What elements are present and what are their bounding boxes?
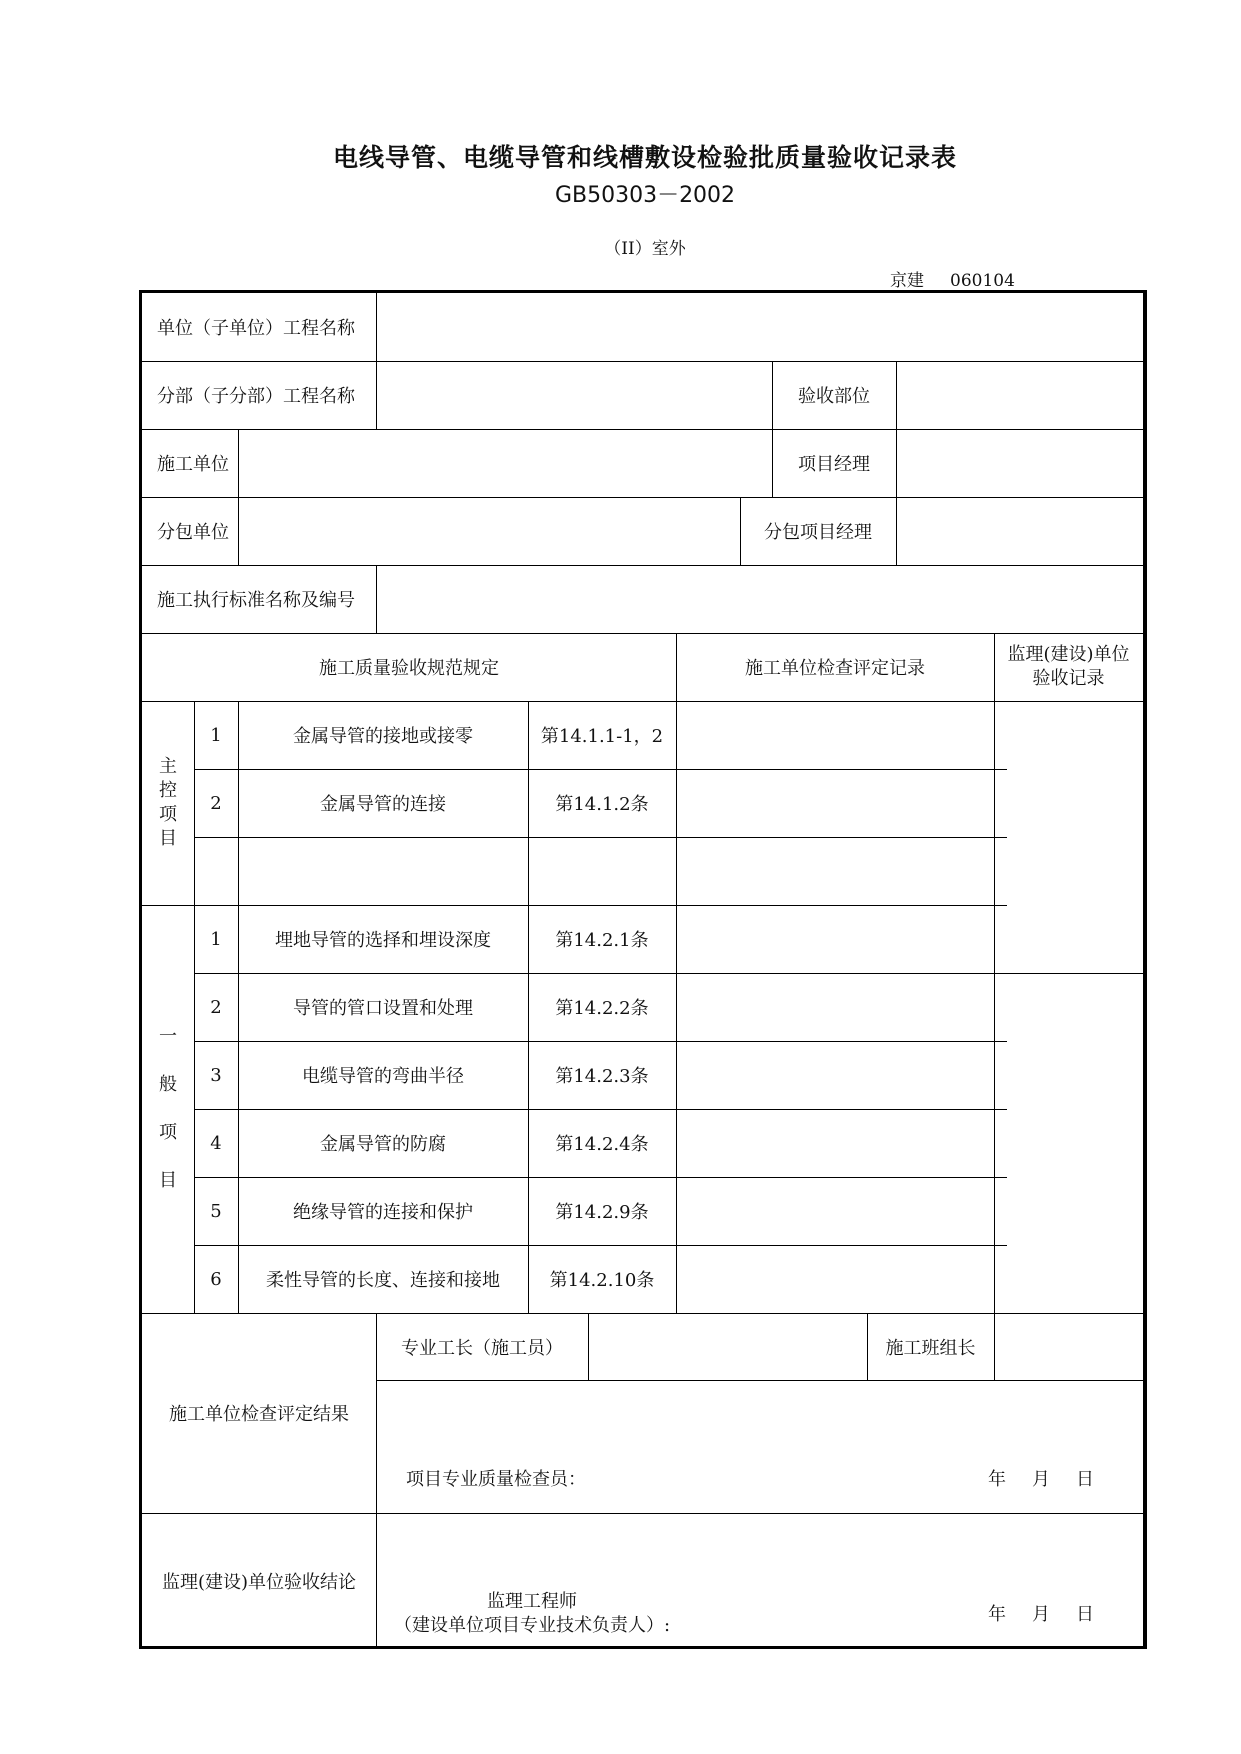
- main-item-check-record[interactable]: [676, 769, 994, 837]
- form-title: 电线导管、电缆导管和线槽敷设检验批质量验收记录表: [332, 143, 957, 172]
- general-item-clause: 第14.2.10条: [549, 1270, 655, 1291]
- sub-project-name-label: 分部（子分部）工程名称: [157, 386, 355, 407]
- general-item-clause: 第14.2.1条: [555, 930, 649, 951]
- code-number: 060104: [950, 271, 1015, 291]
- check-record-header: 施工单位检查评定记录: [745, 658, 925, 679]
- acceptance-part-label: 验收部位: [798, 386, 870, 407]
- supervision-result-date: 年 月 日: [988, 1604, 1094, 1625]
- general-item-number: 4: [210, 1132, 222, 1154]
- foreman-label: 专业工长（施工员）: [401, 1337, 563, 1359]
- inspector-label: 项目专业质量检查员：: [406, 1469, 586, 1490]
- general-item-number: 1: [210, 928, 222, 950]
- main-item-check-record[interactable]: [676, 837, 994, 905]
- general-item-number: 5: [210, 1200, 222, 1222]
- supervision-record-header: 监理(建设)单位 验收记录: [1007, 644, 1130, 689]
- general-item-clause: 第14.2.9条: [555, 1202, 649, 1223]
- subcontract-manager-field[interactable]: [896, 497, 1143, 565]
- general-item-name: 柔性导管的长度、连接和接地: [266, 1270, 500, 1291]
- form-code: [890, 266, 1015, 291]
- construction-unit-label: 施工单位: [157, 454, 229, 475]
- general-item-check-record[interactable]: [676, 1245, 994, 1313]
- general-item-name: 金属导管的防腐: [320, 1134, 446, 1155]
- acceptance-record-table: [139, 290, 1147, 1649]
- main-item-number: 1: [210, 724, 222, 746]
- subcontract-manager-label: 分包项目经理: [764, 522, 872, 543]
- construction-result-field[interactable]: [376, 1380, 1143, 1513]
- general-item-number: 6: [210, 1268, 222, 1290]
- main-item-check-record[interactable]: [676, 701, 994, 769]
- main-items-group-label: 主 控 项 目: [159, 756, 177, 849]
- general-items-supervision-record[interactable]: [994, 973, 1143, 1313]
- main-item-number: [194, 837, 238, 905]
- general-item-name: 绝缘导管的连接和保护: [293, 1202, 473, 1223]
- main-item-number: 2: [210, 792, 222, 814]
- project-manager-field[interactable]: [896, 429, 1143, 497]
- main-item-name: 金属导管的连接: [320, 794, 446, 815]
- form-subtitle: （II）室外: [604, 239, 686, 259]
- standard-name-field[interactable]: [376, 565, 1143, 633]
- general-items-group-label: 一 般 项 目: [159, 1026, 177, 1191]
- main-item-clause: 第14.1.2条: [555, 794, 649, 815]
- general-item-check-record[interactable]: [676, 905, 994, 973]
- general-item-clause: 第14.2.3条: [555, 1066, 649, 1087]
- subcontractor-field[interactable]: [238, 497, 740, 565]
- general-item-number: 3: [210, 1064, 222, 1086]
- general-item-clause: 第14.2.4条: [555, 1134, 649, 1155]
- project-manager-label: 项目经理: [798, 454, 870, 475]
- unit-project-name-field[interactable]: [376, 293, 1143, 361]
- acceptance-part-field[interactable]: [896, 361, 1143, 429]
- general-item-check-record[interactable]: [676, 1177, 994, 1245]
- standard-name-label: 施工执行标准名称及编号: [157, 590, 355, 611]
- general-item-name: 导管的管口设置和处理: [293, 998, 473, 1019]
- team-leader-label: 施工班组长: [885, 1337, 976, 1359]
- main-item-clause: 第14.1.1-1，2: [540, 726, 664, 747]
- construction-result-label: 施工单位检查评定结果: [169, 1404, 349, 1425]
- general-item-number: 2: [210, 996, 222, 1018]
- construction-unit-field[interactable]: [238, 429, 772, 497]
- main-items-supervision-record[interactable]: [994, 701, 1143, 973]
- general-item-check-record[interactable]: [676, 1109, 994, 1177]
- general-item-check-record[interactable]: [676, 973, 994, 1041]
- general-item-name: 电缆导管的弯曲半径: [302, 1066, 464, 1087]
- standard-code: GB50303－2002: [554, 183, 736, 208]
- code-prefix: 京建: [890, 271, 924, 291]
- general-item-check-record[interactable]: [676, 1041, 994, 1109]
- sub-project-name-field[interactable]: [376, 361, 772, 429]
- general-item-name: 埋地导管的选择和埋设深度: [275, 930, 491, 951]
- main-item-name: [238, 837, 528, 905]
- unit-project-name-label: 单位（子单位）工程名称: [157, 318, 355, 339]
- team-leader-field[interactable]: [994, 1313, 1143, 1380]
- spec-header: 施工质量验收规范规定: [319, 658, 499, 679]
- main-item-name: 金属导管的接地或接零: [293, 726, 473, 747]
- general-item-clause: 第14.2.2条: [555, 998, 649, 1019]
- construction-result-date: 年 月 日: [988, 1469, 1094, 1490]
- foreman-field[interactable]: [588, 1313, 867, 1380]
- subcontractor-label: 分包单位: [157, 522, 229, 543]
- supervision-result-label: 监理(建设)单位验收结论: [161, 1572, 357, 1593]
- supervision-engineer-label: 监理工程师 （建设单位项目专业技术负责人）:: [393, 1591, 671, 1636]
- main-item-clause: [528, 837, 676, 905]
